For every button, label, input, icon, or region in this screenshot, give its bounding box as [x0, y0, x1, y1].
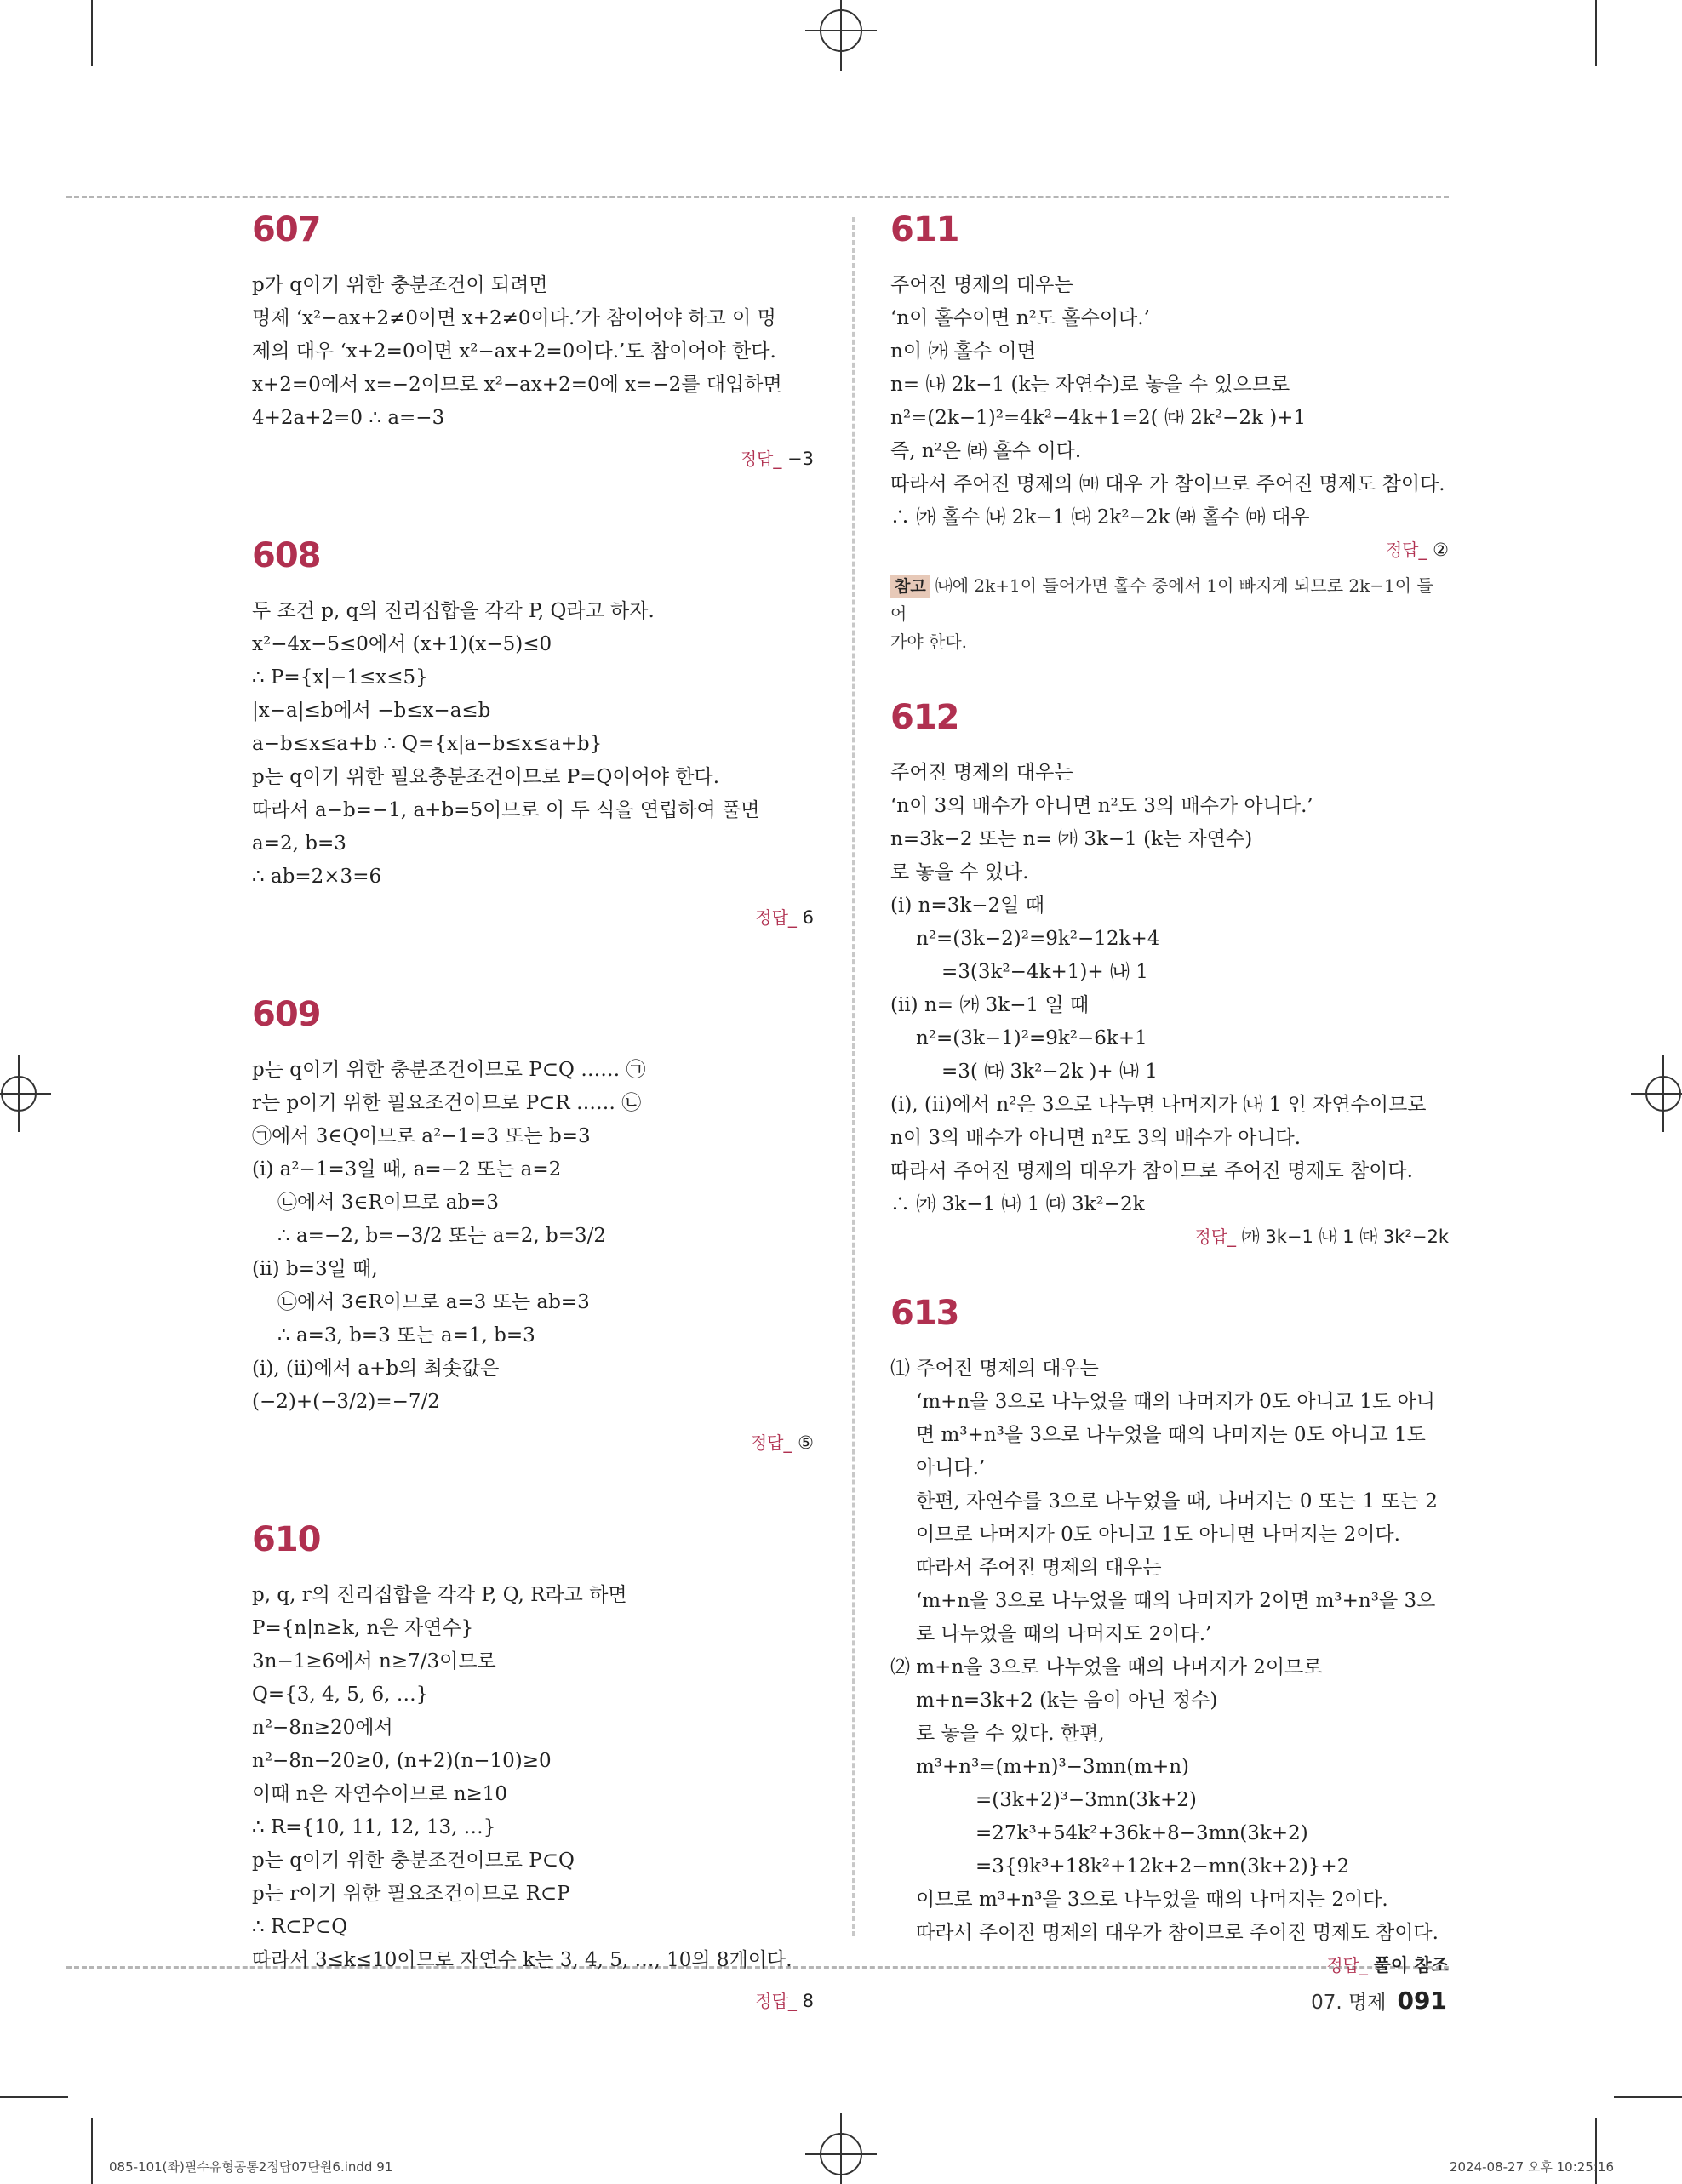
- slug-filename: 085-101(좌)필수유형공통2정답07단원6.indd 91: [109, 2159, 393, 2175]
- solution-line: (ⅰ) n=3k−2일 때: [890, 895, 1044, 917]
- answer: [252, 902, 814, 933]
- note-tag: 참고: [890, 575, 930, 598]
- solution-line: x+2=0에서 x=−2이므로 x²−ax+2=0에 x=−2를 대입하면: [252, 374, 782, 396]
- answer-value: 6: [802, 907, 814, 928]
- solution-line: 이때 n은 자연수이므로 n≥10: [252, 1783, 508, 1805]
- note-line: 가야 한다.: [890, 632, 967, 652]
- solution-line: ∴ a=3, b=3 또는 a=1, b=3: [277, 1324, 535, 1346]
- problem-number: 611: [890, 210, 959, 249]
- solution-line: 로 놓을 수 있다. 한편,: [916, 1723, 1105, 1745]
- page-footer: [1311, 1987, 1447, 2015]
- registration-mark: [805, 2113, 877, 2184]
- problem-608: [252, 536, 814, 933]
- answer-label: 정답_: [1385, 540, 1427, 560]
- solution-line: x²−4x−5≤0에서 (x+1)(x−5)≤0: [252, 633, 552, 655]
- solution-line: (ⅰ), (ⅱ)에서 n²은 3으로 나누면 나머지가 ㈏ 1 인 자연수이므로: [890, 1094, 1427, 1116]
- solution-line: p는 q이기 위한 충분조건이므로 P⊂Q: [252, 1850, 575, 1872]
- solution-line: 로 놓을 수 있다.: [890, 861, 1029, 883]
- solution-line: ⑵ m+n을 3으로 나누었을 때의 나머지가 2이므로: [890, 1656, 1323, 1678]
- solution-line: 3n−1≥6에서 n≥7/3이므로: [252, 1650, 496, 1672]
- solution-line: p가 q이기 위한 충분조건이 되려면: [252, 274, 548, 296]
- problem-610: [252, 1520, 814, 2016]
- note-line: ㈏에 2k+1이 들어가면 홀수 중에서 1이 빠지게 되므로 2k−1이 들어: [890, 575, 1433, 624]
- solution-line: 로 나누었을 때의 나머지도 2이다.’: [916, 1623, 1212, 1645]
- solution-line: r는 p이기 위한 필요조건이므로 P⊂R …… ㉡: [252, 1092, 642, 1114]
- solution-line: p는 r이기 위한 필요조건이므로 R⊂P: [252, 1883, 570, 1905]
- registration-mark: [0, 1055, 51, 1132]
- answer-label: 정답_: [740, 449, 782, 469]
- solution-line: =3( ㈐ 3k²−2k )+ ㈏ 1: [941, 1061, 1158, 1083]
- answer-label: 정답_: [1326, 1955, 1368, 1975]
- solution-line: m+n=3k+2 (k는 음이 아닌 정수): [916, 1689, 1218, 1712]
- solution-line: (ⅰ) a²−1=3일 때, a=−2 또는 a=2: [252, 1158, 562, 1181]
- solution-line: n²=(3k−2)²=9k²−12k+4: [916, 928, 1160, 950]
- solution-line: 따라서 3≤k≤10이므로 자연수 k는 3, 4, 5, …, 10의 8개이다.: [252, 1949, 792, 1971]
- registration-mark: [1631, 1055, 1682, 1132]
- solution-line: ⑴ 주어진 명제의 대우는: [890, 1358, 1099, 1380]
- solution-line: ‘n이 3의 배수가 아니면 n²도 3의 배수가 아니다.’: [890, 795, 1313, 817]
- solution-line: ∴ ㈎ 3k−1 ㈏ 1 ㈐ 3k²−2k: [890, 1193, 1145, 1215]
- problem-number: 613: [890, 1294, 959, 1333]
- answer-value: ㈎ 3k−1 ㈏ 1 ㈐ 3k²−2k: [1241, 1226, 1449, 1247]
- solution-line: a=2, b=3: [252, 832, 346, 855]
- solution-line: 따라서 주어진 명제의 대우가 참이므로 주어진 명제도 참이다.: [916, 1922, 1439, 1944]
- crop-mark: [0, 2096, 68, 2098]
- solution-line: |x−a|≤b에서 −b≤x−a≤b: [252, 700, 491, 722]
- solution-line: n²=(2k−1)²=4k²−4k+1=2( ㈐ 2k²−2k )+1: [890, 407, 1307, 429]
- solution-line: (ⅱ) n= ㈎ 3k−1 일 때: [890, 994, 1090, 1016]
- answer: [252, 1427, 814, 1458]
- solution-line: ∴ ab=2×3=6: [252, 866, 382, 888]
- solution-line: ∴ a=−2, b=−3/2 또는 a=2, b=3/2: [277, 1225, 607, 1247]
- top-divider: [66, 196, 1449, 198]
- solution-line: =27k³+54k²+36k+8−3mn(3k+2): [975, 1822, 1308, 1844]
- slug-timestamp: 2024-08-27 오후 10:25:16: [1449, 2159, 1614, 2175]
- solution-line: Q={3, 4, 5, 6, …}: [252, 1684, 429, 1706]
- solution-line: 따라서 주어진 명제의 ㈒ 대우 가 참이므로 주어진 명제도 참이다.: [890, 473, 1445, 495]
- solution-line: 면 m³+n³을 3으로 나누었을 때의 나머지는 0도 아니고 1도: [916, 1424, 1426, 1446]
- answer-value: −3: [787, 449, 814, 469]
- solution-line: n²−8n−20≥0, (n+2)(n−10)≥0: [252, 1750, 552, 1772]
- page-number: 091: [1397, 1987, 1447, 2015]
- solution-line: 두 조건 p, q의 진리집합을 각각 P, Q라고 하자.: [252, 600, 655, 622]
- solution-line: n=3k−2 또는 n= ㈎ 3k−1 (k는 자연수): [890, 828, 1253, 850]
- chapter-title: 07. 명제: [1311, 1992, 1387, 2014]
- solution-line: n이 3의 배수가 아니면 n²도 3의 배수가 아니다.: [890, 1127, 1302, 1149]
- solution-line: =3{9k³+18k²+12k+2−mn(3k+2)}+2: [975, 1855, 1350, 1878]
- problem-number: 610: [252, 1520, 321, 1559]
- answer-value: 풀이 참조: [1373, 1955, 1449, 1975]
- solution-line: (ⅰ), (ⅱ)에서 a+b의 최솟값은: [252, 1358, 500, 1380]
- solution-line: 따라서 주어진 명제의 대우가 참이므로 주어진 명제도 참이다.: [890, 1160, 1413, 1182]
- problem-number: 607: [252, 210, 321, 249]
- solution-line: 즉, n²은 ㈑ 홀수 이다.: [890, 440, 1082, 462]
- solution-line: ∴ R={10, 11, 12, 13, …}: [252, 1816, 496, 1838]
- solution-line: 주어진 명제의 대우는: [890, 274, 1073, 296]
- solution-line: ‘m+n을 3으로 나누었을 때의 나머지가 0도 아니고 1도 아니: [916, 1391, 1435, 1413]
- answer: [890, 535, 1449, 565]
- answer-value: ②: [1433, 540, 1449, 560]
- problem-612: [890, 700, 1449, 1252]
- answer: [890, 1950, 1449, 1981]
- problem-613: [890, 1296, 1449, 1981]
- column-divider: [852, 217, 855, 1936]
- problem-607: [252, 210, 814, 474]
- solution-line: 아니다.’: [916, 1457, 986, 1479]
- answer-value: 8: [802, 1991, 814, 2011]
- solution-line: a−b≤x≤a+b ∴ Q={x|a−b≤x≤a+b}: [252, 733, 603, 755]
- problem-609: [252, 995, 814, 1458]
- solution-line: 이므로 나머지가 0도 아니고 1도 아니면 나머지는 2이다.: [916, 1524, 1400, 1546]
- answer-label: 정답_: [755, 1991, 797, 2011]
- solution-line: =(3k+2)³−3mn(3k+2): [975, 1789, 1197, 1811]
- right-column: [890, 210, 1449, 2045]
- solution-line: =3(3k²−4k+1)+ ㈏ 1: [941, 961, 1148, 983]
- solution-line: ㉠에서 3∈Q이므로 a²−1=3 또는 b=3: [252, 1125, 591, 1147]
- solution-line: (ⅱ) b=3일 때,: [252, 1258, 378, 1280]
- answer-value: ⑤: [798, 1432, 814, 1453]
- problem-611: [890, 210, 1449, 656]
- solution-line: ‘n이 홀수이면 n²도 홀수이다.’: [890, 307, 1150, 329]
- crop-mark: [1595, 0, 1597, 66]
- solution-line: P={n|n≥k, n은 자연수}: [252, 1617, 474, 1639]
- solution-line: n= ㈏ 2k−1 (k는 자연수)로 놓을 수 있으므로: [890, 374, 1290, 396]
- solution-line: ∴ P={x|−1≤x≤5}: [252, 666, 428, 689]
- solution-line: 4+2a+2=0 ∴ a=−3: [252, 407, 445, 429]
- crop-mark: [1614, 2096, 1682, 2098]
- solution-line: n²−8n≥20에서: [252, 1717, 393, 1739]
- solution-line: n이 ㈎ 홀수 이면: [890, 340, 1036, 363]
- answer: [252, 443, 814, 474]
- solution-line: 명제 ‘x²−ax+2≠0이면 x+2≠0이다.’가 참이어야 하고 이 명: [252, 307, 776, 329]
- solution-line: ㉡에서 3∈R이므로 ab=3: [277, 1192, 500, 1214]
- solution-line: n²=(3k−1)²=9k²−6k+1: [916, 1027, 1147, 1049]
- solution-line: 한편, 자연수를 3으로 나누었을 때, 나머지는 0 또는 1 또는 2: [916, 1490, 1438, 1512]
- solution-line: 따라서 a−b=−1, a+b=5이므로 이 두 식을 연립하여 풀면: [252, 799, 760, 821]
- registration-mark: [805, 0, 877, 71]
- answer: [252, 1986, 814, 2016]
- solution-line: ∴ ㈎ 홀수 ㈏ 2k−1 ㈐ 2k²−2k ㈑ 홀수 ㈒ 대우: [890, 506, 1310, 529]
- solution-line: p, q, r의 진리집합을 각각 P, Q, R라고 하면: [252, 1584, 627, 1606]
- problem-number: 608: [252, 536, 321, 575]
- reference-note: [890, 572, 1449, 656]
- solution-line: 주어진 명제의 대우는: [890, 762, 1073, 784]
- solution-line: m³+n³=(m+n)³−3mn(m+n): [916, 1756, 1190, 1778]
- solution-line: 따라서 주어진 명제의 대우는: [916, 1557, 1162, 1579]
- answer-label: 정답_: [1194, 1226, 1237, 1247]
- problem-number: 609: [252, 995, 321, 1034]
- crop-mark: [91, 0, 93, 66]
- crop-mark: [91, 2118, 93, 2184]
- solution-line: p는 q이기 위한 필요충분조건이므로 P=Q이어야 한다.: [252, 766, 720, 788]
- solution-line: 이므로 m³+n³을 3으로 나누었을 때의 나머지는 2이다.: [916, 1889, 1388, 1911]
- problem-number: 612: [890, 698, 959, 737]
- answer-label: 정답_: [755, 907, 797, 928]
- answer: [890, 1221, 1449, 1252]
- left-column: [252, 210, 814, 2081]
- solution-line: ‘m+n을 3으로 나누었을 때의 나머지가 2이면 m³+n³을 3으: [916, 1590, 1436, 1612]
- answer-label: 정답_: [750, 1432, 792, 1453]
- solution-line: (−2)+(−3/2)=−7/2: [252, 1391, 440, 1413]
- solution-line: ㉡에서 3∈R이므로 a=3 또는 ab=3: [277, 1291, 590, 1313]
- solution-line: ∴ R⊂P⊂Q: [252, 1916, 348, 1938]
- solution-line: 제의 대우 ‘x+2=0이면 x²−ax+2=0이다.’도 참이어야 한다.: [252, 340, 776, 363]
- solution-line: p는 q이기 위한 충분조건이므로 P⊂Q …… ㉠: [252, 1059, 646, 1081]
